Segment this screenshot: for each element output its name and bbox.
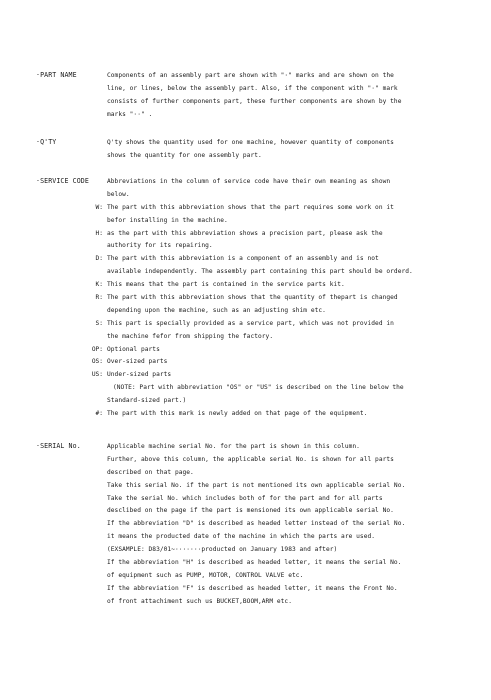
service-code-entry-h: [95, 228, 447, 254]
text-line: described on that page.: [107, 468, 194, 476]
text-line: The part with this abbreviation is a component of an assembly and is not: [107, 255, 379, 263]
text-line: Optional parts: [107, 345, 160, 353]
code-label: D:: [95, 255, 103, 263]
qty-term: ·Q'TY: [36, 138, 57, 146]
text-line: as the part with this abbreviation shows a precision part, please ask the: [107, 229, 383, 237]
text-line: This means that the part is contained in the service parts kit.: [107, 281, 345, 289]
text-line: consists of further components part, these further components are shown by the: [107, 97, 402, 105]
text-line: (NOTE: Part with abbreviation "OS" or "US" is described on the line below the: [113, 384, 404, 392]
text-line: authority for its repairing.: [107, 242, 213, 250]
text-line: of equipment such as PUMP, MOTOR, CONTROL VALVE etc.: [107, 571, 304, 579]
text-line: Q'ty shows the quantity used for one machine, however quantity of components: [107, 139, 394, 146]
text-line: The part with this mark is newly added on that page of the equipment.: [107, 410, 368, 418]
service-code-description: [91, 176, 447, 421]
text-line: Take the serial No. which includes both of for the part and for all parts: [107, 494, 383, 502]
serial-no-term: ·SERIAL No.: [36, 442, 81, 450]
text-line: The part with this abbreviation shows that the quantity of thepart is changed: [107, 294, 398, 302]
text-line: Abbreviations in the column of service code have their own meaning as shown: [107, 178, 391, 185]
service-code-entry-k: [95, 279, 447, 292]
service-code-entry-os: [91, 356, 447, 369]
text-line: (EXSAMPLE: D83/01~·······producted on January 1983 and after): [107, 546, 338, 554]
service-code-term: ·SERVICE CODE: [36, 177, 89, 185]
text-line: it means the producted date of the machine in which the parts are used.: [107, 533, 376, 541]
code-label: S:: [95, 319, 103, 327]
service-code-entry-w: [95, 202, 447, 228]
text-line: Standard-sized part.): [107, 397, 187, 405]
text-line: below.: [107, 190, 130, 198]
service-code-entry-r: [95, 292, 447, 318]
service-code-entry-s: [95, 318, 447, 344]
code-label: #:: [95, 410, 103, 418]
service-code-entry-d: [95, 253, 447, 279]
text-line: If the abbreviation "D" is described as headed letter instead of the serial No.: [107, 520, 406, 528]
code-label: US:: [91, 371, 103, 379]
serial-no-description: [107, 441, 447, 609]
text-line: marks "··" .: [107, 110, 153, 118]
part-name-term: ·PART NAME: [36, 71, 77, 79]
code-label: H:: [95, 229, 103, 237]
text-line: If the abbreviation "F" is described as headed letter, it means the Front No.: [107, 584, 398, 592]
text-line: Take this serial No. if the part is not mentioned its own applicable serial No.: [107, 481, 406, 489]
text-line: shows the quantity for one assembly part.: [107, 151, 262, 159]
text-line: Applicable machine serial No. for the part is shown in this column.: [107, 443, 360, 450]
code-label: K:: [95, 281, 103, 289]
text-line: the machine fefor from shipping the factory.: [107, 332, 274, 340]
text-line: The part with this abbreviation shows that the part requires some work on it: [107, 203, 394, 211]
text-line: If the abbreviation "H" is described as headed letter, it means the serial No.: [107, 559, 402, 567]
code-label: OS:: [91, 358, 103, 366]
text-line: Under-sized parts: [107, 371, 172, 379]
text-line: Components of an assembly part are shown with "·" marks and are shown on the: [107, 72, 394, 79]
service-code-entry-op: [91, 344, 447, 357]
text-line: desclibed on the page if the part is mensioned its own applicable serial No.: [107, 507, 394, 515]
text-line: depending upon the machine, such as an adjusting shim etc.: [107, 306, 326, 314]
qty-description: [107, 137, 447, 163]
text-line: Over-sized parts: [107, 358, 168, 366]
code-label: W:: [95, 203, 103, 211]
text-line: available independently. The assembly part containing this part should be orderd.: [107, 268, 413, 276]
text-line: Further, above this column, the applicable serial No. is shown for all parts: [107, 455, 394, 463]
code-label: R:: [95, 294, 103, 302]
code-label: OP:: [91, 345, 103, 353]
text-line: of front attachiment such us BUCKET,BOOM,ARM etc.: [107, 597, 292, 605]
part-name-description: [107, 70, 447, 122]
text-line: befor installing in the machine.: [107, 216, 228, 224]
text-line: line, or lines, below the assembly part. Also, if the component with "·" mark: [107, 84, 398, 92]
text-line: This part is specially provided as a service part, which was not provided in: [107, 319, 394, 327]
service-code-entry-new: [95, 408, 447, 421]
service-code-entry-us: [91, 369, 447, 408]
